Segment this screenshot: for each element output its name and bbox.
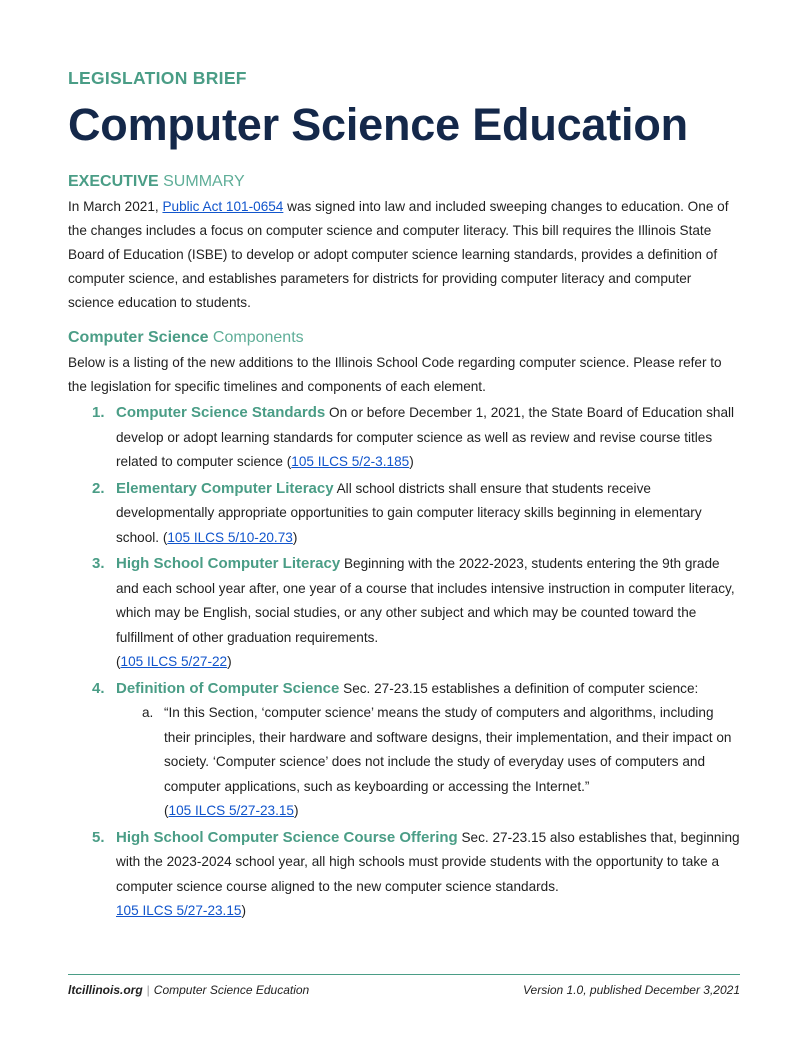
- statute-link[interactable]: 105 ILCS 5/10-20.73: [167, 529, 293, 545]
- statute-link[interactable]: 105 ILCS 5/27-23.15: [168, 803, 294, 818]
- heading-bold: EXECUTIVE: [68, 173, 159, 190]
- item-title: Computer Science Standards: [116, 404, 326, 421]
- list-item: [68, 401, 740, 475]
- eyebrow-label: LEGISLATION BRIEF: [68, 68, 247, 88]
- list-item: [68, 477, 740, 551]
- item-number: 3.: [92, 555, 105, 572]
- page-footer: [68, 983, 740, 997]
- item-close: ): [241, 903, 246, 918]
- item-open: (: [164, 803, 169, 818]
- footer-separator: |: [146, 983, 150, 997]
- item-number: 2.: [92, 479, 105, 497]
- sub-list-item: [116, 701, 740, 824]
- heading-light: Components: [208, 329, 304, 346]
- item-title: High School Computer Science Course Offering: [116, 828, 458, 846]
- components-list: [68, 401, 740, 924]
- item-text: All school districts shall ensure that students receive developmentally appropriate opportunities to gain computer literacy skills beginning in elementary school. (: [116, 480, 702, 545]
- statute-link[interactable]: 105 ILCS 5/27-22: [120, 654, 228, 669]
- footer-site: ltcillinois.org: [68, 983, 143, 997]
- item-text: On or before December 1, 2021, the State Board of Education shall develop or adopt learning standards for computer science as well as review and revise course titles related to computer science (: [116, 405, 735, 469]
- item-number: 5.: [92, 828, 105, 846]
- list-item: [68, 552, 740, 675]
- item-text: Sec. 27-23.15 establishes a definition of computer science:: [339, 680, 699, 696]
- footer-divider: [68, 974, 740, 975]
- heading-bold: Computer Science: [68, 329, 209, 346]
- executive-summary-text: [68, 195, 740, 315]
- statute-link[interactable]: 105 ILCS 5/2-3.185: [291, 454, 410, 469]
- item-number: 1.: [92, 404, 105, 421]
- definition-quote: “In this Section, ‘computer science’ means the study of computers and algorithms, including their principles, their hardware and software designs, their implementation, and their impact on society. ‘Computer science’ does not include the study of everyday uses of computers and computer applications, such as keyboarding or accessing the Internet.”: [164, 705, 732, 794]
- text-segment: In March 2021,: [68, 199, 163, 214]
- item-text: Beginning with the 2022-2023, students entering the 9th grade and each school year after, one year of a course that includes intensive instruction in computer literacy, which may be English, social studies, or any other subject and which may be counted toward the fulfillment of other graduation requirements.: [116, 556, 735, 645]
- footer-doc-title: Computer Science Education: [153, 983, 310, 997]
- item-text: Sec. 27-23.15 also establishes that, beginning with the 2023-2024 school year, all high schools must provide students with the opportunity to take a computer science course aligned to the new computer science standards.: [116, 829, 740, 894]
- document-page: [68, 68, 740, 926]
- item-open: (: [116, 654, 121, 669]
- item-close: ): [227, 654, 232, 669]
- list-item: [68, 677, 740, 824]
- item-number: 4.: [92, 679, 105, 697]
- heading-light: SUMMARY: [158, 173, 245, 190]
- item-close: ): [292, 529, 298, 545]
- sub-list: [116, 701, 740, 824]
- item-close: ): [294, 803, 299, 818]
- item-title: High School Computer Literacy: [116, 555, 341, 572]
- page-title: Computer Science Education: [68, 99, 688, 150]
- components-heading: [68, 329, 740, 347]
- item-title: Elementary Computer Literacy: [116, 479, 334, 497]
- public-act-link[interactable]: Public Act 101-0654: [162, 199, 284, 214]
- item-title: Definition of Computer Science: [116, 679, 340, 697]
- text-segment: was signed into law and included sweeping changes to education. One of the changes includes a focus on computer science and computer literacy. This bill requires the Illinois State Board of Education (ISBE) to develop or adopt computer science learning standards, provides a definition of computer science, and establishes parameters for districts for providing computer literacy and computer science education to students.: [68, 199, 729, 310]
- list-item: [68, 826, 740, 924]
- executive-summary-heading: [68, 173, 740, 191]
- statute-link[interactable]: 105 ILCS 5/27-23.15: [116, 903, 242, 918]
- sub-item-letter: a.: [142, 705, 154, 720]
- item-close: ): [409, 454, 414, 469]
- footer-version: Version 1.0, published December 3,2021: [522, 983, 740, 997]
- components-intro: Below is a listing of the new additions to the Illinois School Code regarding computer science. Please refer to the legislation for specific timelines and components of each element.: [68, 355, 722, 394]
